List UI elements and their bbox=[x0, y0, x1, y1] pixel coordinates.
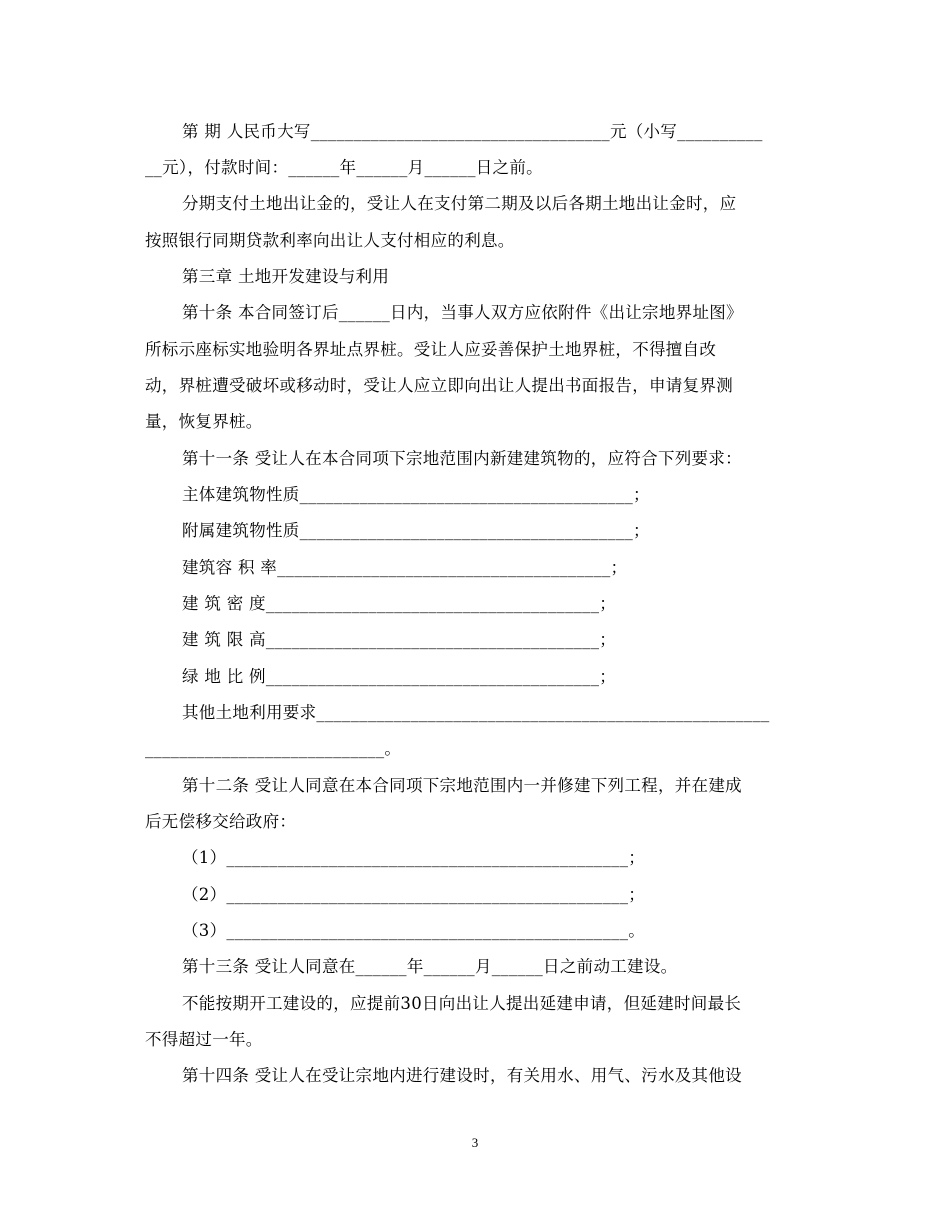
text-line: 建筑容 积 率_______________________________________； bbox=[182, 558, 628, 577]
text-line: 附属建筑物性质_______________________________________； bbox=[182, 521, 650, 540]
text-line: 所标示座标实地验明各界址点界桩。受让人应妥善保护土地界桩，不得擅自改 bbox=[145, 340, 717, 359]
text-line: __元），付款时间：______年______月______日之前。 bbox=[145, 158, 543, 177]
chapter-heading: 第三章 土地开发建设与利用 bbox=[182, 267, 390, 286]
text-line: 分期支付土地出让金的，受让人在支付第二期及以后各期土地出让金时，应 bbox=[182, 194, 737, 213]
text-line: 第十一条 受让人在本合同项下宗地范围内新建建筑物的，应符合下列要求： bbox=[182, 449, 742, 468]
text-line: 第十条 本合同签订后______日内，当事人双方应依附件《出让宗地界址图》 bbox=[182, 303, 743, 322]
text-line: 绿 地 比 例_______________________________________； bbox=[182, 667, 617, 686]
text-line: （3）_______________________________________________。 bbox=[182, 921, 646, 940]
page-number: 3 bbox=[471, 1135, 479, 1150]
text-line: 动，界桩遭受破坏或移动时，受让人应立即向出让人提出书面报告，申请复界测 bbox=[145, 376, 733, 395]
text-line: 第十四条 受让人在受让宗地内进行建设时，有关用水、用气、污水及其他设 bbox=[182, 1066, 742, 1085]
text-line: 第十三条 受让人同意在______年______月______日之前动工建设。 bbox=[182, 957, 678, 976]
text-line: ____________________________。 bbox=[145, 739, 402, 758]
text-line: 第 期 人民币大写___________________________________元（小写__________ bbox=[182, 122, 763, 141]
text-line: （1）_______________________________________________； bbox=[182, 848, 646, 867]
text-line: 量，恢复界桩。 bbox=[145, 412, 263, 431]
text-line: （2）_______________________________________________； bbox=[182, 885, 646, 904]
text-line: 第十二条 受让人同意在本合同项下宗地范围内一并修建下列工程，并在建成 bbox=[182, 776, 742, 795]
text-line: 不能按期开工建设的，应提前30日向出让人提出延建申请，但延建时间最长 bbox=[182, 994, 742, 1013]
text-line: 其他土地利用要求_____________________________________________________ bbox=[182, 703, 770, 722]
text-line: 建 筑 密 度_______________________________________； bbox=[182, 594, 617, 613]
text-line: 后无偿移交给政府： bbox=[145, 812, 297, 831]
text-line: 主体建筑物性质_______________________________________； bbox=[182, 485, 650, 504]
text-line: 不得超过一年。 bbox=[145, 1030, 263, 1049]
text-line: 按照银行同期贷款利率向出让人支付相应的利息。 bbox=[145, 231, 515, 250]
text-line: 建 筑 限 高_______________________________________； bbox=[182, 630, 617, 649]
